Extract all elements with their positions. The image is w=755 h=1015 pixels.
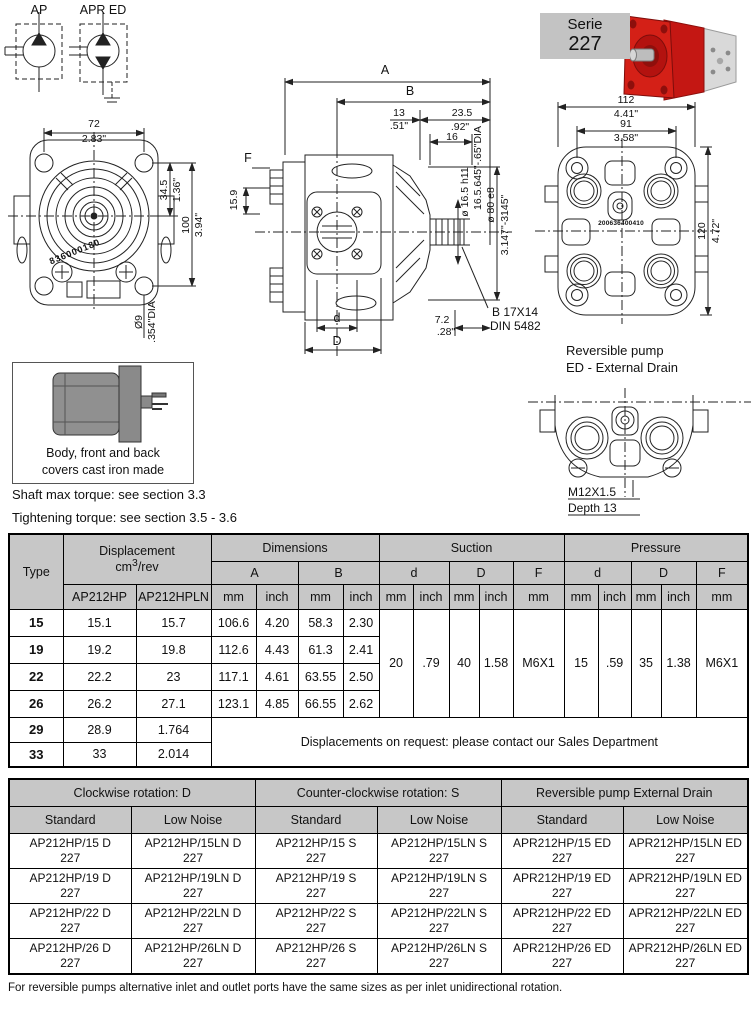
model-code: APR212HP/15 ED — [512, 836, 612, 850]
dim-shaft-mm: ø 16.5 h11 — [458, 167, 471, 217]
col-header-pressure-f: F — [696, 561, 748, 584]
model-cell — [501, 834, 623, 869]
side-view-drawing — [243, 78, 512, 358]
dim-72mm: 72 — [88, 117, 100, 130]
unit-header: mm — [696, 584, 748, 609]
model-cell — [255, 904, 377, 939]
dim-51in: .51" — [389, 119, 409, 132]
model-suffix: 227 — [552, 921, 573, 935]
model-cell — [255, 939, 377, 975]
model-code: AP212HP/22LN S — [390, 906, 488, 920]
dim-shaft-in: 16.5.645"-.65"DIA — [471, 126, 484, 210]
model-suffix: 227 — [182, 921, 204, 935]
col-header-pressure-dd: D — [631, 561, 696, 584]
model-cell — [377, 939, 501, 975]
type-cell: 19 — [9, 636, 63, 663]
displacements-note: Displacements on request: please contact our Sales Department — [211, 717, 748, 767]
col-header-b: B — [298, 561, 379, 584]
model-suffix: 227 — [182, 956, 204, 970]
model-code: AP212HP/26 D — [29, 941, 111, 955]
model-cell — [255, 834, 377, 869]
spec-table — [8, 533, 749, 768]
unit-header: inch — [661, 584, 696, 609]
spec-cell: 123.1 — [211, 690, 256, 717]
col-header-suction: Suction — [379, 534, 564, 561]
back-part-number: 200636400410 — [598, 219, 644, 227]
unit-header: mm — [513, 584, 564, 609]
model-suffix: 227 — [305, 886, 327, 900]
dim-120mm: 120 — [695, 222, 708, 240]
model-cell — [501, 869, 623, 904]
drain-thread-label: M12X1.5 — [568, 485, 617, 499]
model-suffix: 227 — [428, 886, 450, 900]
sub-header-low-noise: Low Noise — [131, 807, 255, 834]
model-suffix: 227 — [675, 851, 696, 865]
group-header-reversible: Reversible pump External Drain — [501, 779, 748, 807]
spec-cell: 106.6 — [211, 609, 256, 636]
model-suffix: 227 — [675, 921, 696, 935]
suction-d-inch: .79 — [413, 609, 449, 717]
model-code: AP212HP/19LN D — [144, 871, 242, 885]
spec-cell: 4.85 — [256, 690, 298, 717]
model-suffix: 227 — [552, 886, 573, 900]
model-cell — [377, 904, 501, 939]
cast-caption-line1: Body, front and back — [46, 446, 160, 460]
unit-header: mm — [564, 584, 598, 609]
pressure-f: M6X1 — [696, 609, 748, 717]
unit-header: mm — [449, 584, 479, 609]
dim-394in: 3.94" — [192, 212, 205, 238]
front-view-drawing — [8, 128, 196, 338]
spec-cell: 27.1 — [136, 690, 211, 717]
front-part-number: 836000180 — [47, 236, 102, 267]
dim-pilot-in: 3.147"-3145" — [498, 194, 511, 256]
col-header-displacement — [63, 534, 211, 584]
dim-b: B — [405, 83, 415, 98]
model-cell — [9, 834, 131, 869]
dim-112mm: 112 — [617, 93, 635, 106]
model-code: AP212HP/19 D — [29, 871, 111, 885]
dim-283in: 2.83" — [81, 132, 107, 145]
model-code: APR212HP/15LN ED — [628, 836, 742, 850]
type-cell: 33 — [9, 742, 63, 767]
dim-d-small: d — [333, 310, 341, 325]
model-code: AP212HP/15LN S — [390, 836, 488, 850]
reversible-pump-drawing — [528, 388, 751, 515]
pressure-d-inch: .59 — [598, 609, 631, 717]
group-header-clockwise: Clockwise rotation: D — [9, 779, 255, 807]
dim-92in: .92" — [450, 120, 470, 133]
model-suffix: 227 — [60, 886, 81, 900]
sub-header-low-noise: Low Noise — [377, 807, 501, 834]
sub-header-standard: Standard — [255, 807, 377, 834]
spec-cell: 2.014 — [136, 742, 211, 767]
spec-cell: 4.61 — [256, 663, 298, 690]
sub-header-standard: Standard — [501, 807, 623, 834]
spec-cell: 63.55 — [298, 663, 343, 690]
model-cell — [9, 904, 131, 939]
pump-photo — [612, 6, 752, 108]
model-row-19 — [9, 869, 748, 904]
model-cell — [623, 939, 748, 975]
model-suffix: 227 — [60, 851, 81, 865]
dim-472in: 4.72" — [709, 218, 722, 244]
model-suffix: 227 — [305, 851, 327, 865]
serie-label: Serie — [567, 16, 603, 33]
model-cell — [131, 939, 255, 975]
apr-ed-symbol-drawing — [69, 12, 127, 102]
model-suffix: 227 — [305, 956, 327, 970]
model-cell — [501, 939, 623, 975]
type-cell: 15 — [9, 609, 63, 636]
dim-hole-o9: Ø9 — [132, 314, 145, 330]
spec-row-29 — [9, 717, 748, 742]
spec-cell: 2.30 — [343, 609, 379, 636]
model-cell — [377, 834, 501, 869]
model-table — [8, 778, 749, 975]
col-header-suction-d: d — [379, 561, 449, 584]
unit-header: inch — [256, 584, 298, 609]
model-suffix: 227 — [428, 851, 450, 865]
spec-cell: 4.43 — [256, 636, 298, 663]
model-cell — [9, 939, 131, 975]
displacement-word: Displacement — [99, 544, 175, 559]
dim-28in: .28" — [436, 325, 456, 338]
model-code: AP212HP/26 S — [275, 941, 357, 955]
col-header-dimensions: Dimensions — [211, 534, 379, 561]
model-suffix: 227 — [428, 921, 450, 935]
model-code: AP212HP/15 D — [29, 836, 111, 850]
dim-13mm: 13 — [393, 106, 405, 119]
col-header-ap212hp: AP212HP — [63, 584, 136, 609]
model-cell — [623, 904, 748, 939]
spec-cell: 19.2 — [63, 636, 136, 663]
model-code: APR212HP/26LN ED — [628, 941, 742, 955]
reversible-title-line1: Reversible pump — [566, 343, 664, 358]
displacement-rev: /rev — [137, 560, 159, 575]
dim-91mm: 91 — [620, 117, 632, 130]
suction-dd-mm: 40 — [449, 609, 479, 717]
model-suffix: 227 — [675, 956, 696, 970]
model-cell — [501, 904, 623, 939]
dim-345mm: 34.5 — [157, 179, 170, 201]
pressure-dd-mm: 35 — [631, 609, 661, 717]
model-code: APR212HP/19LN ED — [628, 871, 742, 885]
spec-cell: 58.3 — [298, 609, 343, 636]
spline-spec-line2: DIN 5482 — [490, 319, 541, 333]
pressure-dd-inch: 1.38 — [661, 609, 696, 717]
model-cell — [9, 869, 131, 904]
model-code: AP212HP/22 D — [29, 906, 111, 920]
model-suffix: 227 — [428, 956, 450, 970]
model-cell — [623, 869, 748, 904]
spec-cell: 33 — [63, 742, 136, 767]
dim-d-big: D — [332, 333, 342, 348]
model-row-15 — [9, 834, 748, 869]
model-suffix: 227 — [182, 851, 204, 865]
displacement-exp: 3 — [132, 558, 138, 570]
spec-cell: 28.9 — [63, 717, 136, 742]
model-code: AP212HP/15LN D — [144, 836, 242, 850]
pressure-d-mm: 15 — [564, 609, 598, 717]
group-header-counter-clockwise: Counter-clockwise rotation: S — [255, 779, 501, 807]
unit-header: mm — [631, 584, 661, 609]
model-suffix: 227 — [552, 956, 573, 970]
pump-silhouette — [23, 363, 183, 445]
model-cell — [255, 869, 377, 904]
model-suffix: 227 — [182, 886, 204, 900]
dim-441in: 4.41" — [613, 107, 639, 120]
model-row-26 — [9, 939, 748, 975]
sub-header-low-noise: Low Noise — [623, 807, 748, 834]
dim-72b-mm: 7.2 — [434, 313, 450, 326]
apr-ed-symbol-label: APR ED — [79, 2, 127, 17]
dim-hole-in: .354"DIA — [145, 301, 158, 343]
unit-header: mm — [379, 584, 413, 609]
model-cell — [623, 834, 748, 869]
model-suffix: 227 — [60, 956, 81, 970]
type-cell: 26 — [9, 690, 63, 717]
model-code: AP212HP/19LN S — [390, 871, 488, 885]
col-header-pressure: Pressure — [564, 534, 748, 561]
dim-a: A — [380, 62, 390, 77]
spec-cell: 2.62 — [343, 690, 379, 717]
unit-header: inch — [343, 584, 379, 609]
spec-cell: 2.41 — [343, 636, 379, 663]
spec-cell: 22.2 — [63, 663, 136, 690]
col-header-pressure-d: d — [564, 561, 631, 584]
model-suffix: 227 — [60, 921, 81, 935]
drain-depth-label: Depth 13 — [568, 501, 617, 515]
model-code: APR212HP/22 ED — [512, 906, 612, 920]
spec-cell: 19.8 — [136, 636, 211, 663]
dim-235mm: 23.5 — [451, 106, 473, 119]
spec-cell: 26.2 — [63, 690, 136, 717]
model-cell — [131, 869, 255, 904]
suction-dd-inch: 1.58 — [479, 609, 513, 717]
displacement-unit: cm — [115, 560, 133, 575]
unit-header: mm — [298, 584, 343, 609]
dim-pilot-mm: ø 80 e8 — [484, 187, 497, 223]
spline-spec-line1: B 17X14 — [492, 305, 539, 319]
spec-cell: 112.6 — [211, 636, 256, 663]
spec-cell: 117.1 — [211, 663, 256, 690]
spec-cell: 15.7 — [136, 609, 211, 636]
type-cell: 29 — [9, 717, 63, 742]
shaft-torque-note: Shaft max torque: see section 3.3 — [12, 487, 206, 502]
model-code: AP212HP/26LN D — [144, 941, 242, 955]
dim-16mm: 16 — [446, 130, 458, 143]
dim-f: F — [244, 150, 252, 165]
model-code: APR212HP/22LN ED — [628, 906, 742, 920]
unit-header: inch — [598, 584, 631, 609]
unit-header: inch — [479, 584, 513, 609]
spec-cell: 23 — [136, 663, 211, 690]
spec-cell: 2.50 — [343, 663, 379, 690]
spec-cell: 1.764 — [136, 717, 211, 742]
cast-caption-line2: covers cast iron made — [41, 462, 165, 477]
model-code: AP212HP/15 S — [275, 836, 357, 850]
dim-358in: 3.58" — [613, 131, 639, 144]
model-code: APR212HP/26 ED — [512, 941, 612, 955]
unit-header: inch — [413, 584, 449, 609]
model-suffix: 227 — [305, 921, 327, 935]
spec-row-15 — [9, 609, 748, 636]
suction-d-mm: 20 — [379, 609, 413, 717]
reversible-title-line2: ED - External Drain — [566, 360, 678, 375]
model-code: AP212HP/26LN S — [390, 941, 488, 955]
dim-136in: 1.36" — [170, 177, 183, 203]
model-suffix: 227 — [552, 851, 573, 865]
dim-159mm: 15.9 — [227, 189, 240, 211]
sub-header-standard: Standard — [9, 807, 131, 834]
suction-f: M6X1 — [513, 609, 564, 717]
serie-number: 227 — [568, 33, 602, 55]
model-cell — [131, 904, 255, 939]
spec-cell: 61.3 — [298, 636, 343, 663]
spec-cell: 4.20 — [256, 609, 298, 636]
spec-cell: 15.1 — [63, 609, 136, 636]
ap-symbol-drawing — [5, 12, 62, 92]
model-cell — [377, 869, 501, 904]
col-header-type: Type — [9, 534, 63, 609]
model-row-22 — [9, 904, 748, 939]
footer-note: For reversible pumps alternative inlet and outlet ports have the same sizes as per inlet unidirectional rotation. — [8, 982, 563, 994]
type-cell: 22 — [9, 663, 63, 690]
model-code: APR212HP/19 ED — [512, 871, 612, 885]
col-header-a: A — [211, 561, 298, 584]
dim-100mm: 100 — [179, 216, 192, 234]
model-suffix: 227 — [675, 886, 696, 900]
model-code: AP212HP/22 S — [275, 906, 357, 920]
model-cell — [131, 834, 255, 869]
col-header-suction-f: F — [513, 561, 564, 584]
cast-iron-figure — [12, 362, 194, 484]
tightening-torque-note: Tightening torque: see section 3.5 - 3.6 — [12, 510, 237, 525]
model-code: AP212HP/19 S — [275, 871, 357, 885]
col-header-ap212hpln: AP212HPLN — [136, 584, 211, 609]
unit-header: mm — [211, 584, 256, 609]
serie-badge — [540, 13, 630, 59]
ap-symbol-label: AP — [30, 2, 48, 17]
col-header-suction-dd: D — [449, 561, 513, 584]
model-code: AP212HP/22LN D — [144, 906, 242, 920]
spec-cell: 66.55 — [298, 690, 343, 717]
